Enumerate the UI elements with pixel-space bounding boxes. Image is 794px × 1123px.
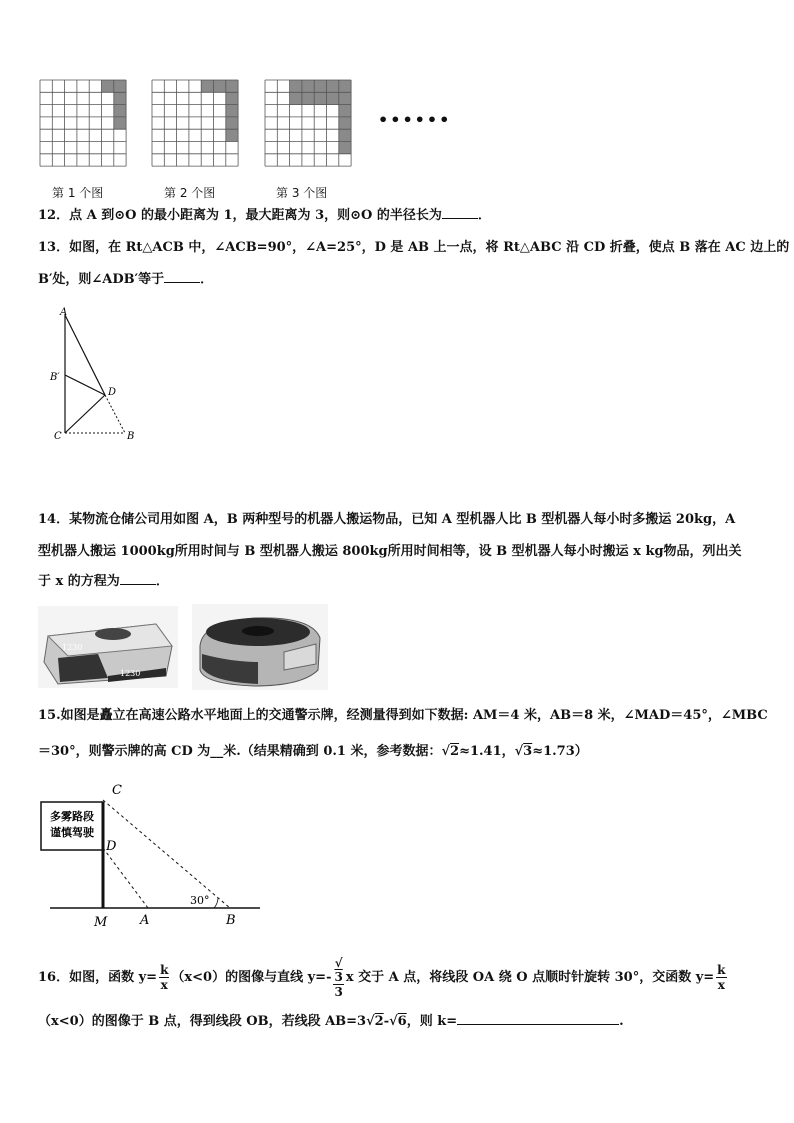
q16-text-4: （x<0）的图像于 B 点，得到线段 OB，若线段 AB=3 [38,1014,367,1029]
shaded-cell [339,92,351,104]
shaded-cell [302,80,314,92]
fraction-k-over-x-2 [716,963,726,992]
question-14-line3 [38,572,169,592]
sqrt3-radical: √3 [514,744,533,759]
q16-answer-blank[interactable] [457,1012,619,1025]
caption-figure-3: 第 3 个图 [276,186,328,200]
question-14-line1: 14．某物流仓储公司用如图 A，B 两种型号的机器人搬运物品，已知 A 型机器人比 B 型机器人每小时多搬运 20kg，A [38,512,736,527]
shaded-cell [226,80,238,92]
robot-a-image [38,606,178,688]
shaded-cell [114,117,126,129]
q14-text: 于 x 的方程为 [38,574,120,589]
question-16-line1 [38,956,729,999]
robot-a-label-2: 1230 [120,669,141,678]
shaded-cell [339,129,351,141]
shaded-cell [314,92,326,104]
label-B: B [127,431,135,442]
q13-text: B′处，则∠ADB′等于 [38,272,165,287]
grid-pattern-figures [38,78,358,168]
q12-answer-blank[interactable] [442,206,478,219]
shaded-cell [226,129,238,141]
minus-sign: - [383,1014,390,1029]
shaded-cell [102,80,114,92]
label-C: C [112,783,122,798]
frac-den-3: 3 [334,985,343,999]
shaded-cell [226,92,238,104]
label-C: C [54,431,62,442]
shaded-cell [201,80,213,92]
question-15-line2 [38,742,588,762]
q16-end: . [619,1014,624,1029]
q16-text-1: 16．如图，函数 y= [38,970,158,985]
q14-end: ． [155,574,169,589]
shaded-cell [114,80,126,92]
sqrt3-value: 3 [334,970,343,984]
sqrt3-approx: ≈1.73） [532,744,588,759]
shaded-cell [339,142,351,154]
label-D: D [108,387,117,398]
shaded-cell [314,80,326,92]
frac-num-sqrt3: √ 3 [334,956,343,984]
robot-b-image [192,604,328,690]
sqrt6-radical: √6 [389,1014,407,1029]
ellipsis: •••••• [378,110,452,129]
shaded-cell [114,105,126,117]
label-A: A [140,913,150,928]
q13-end: ． [200,272,214,287]
label-A: A [60,307,68,318]
question-12 [38,206,491,226]
shaded-cell [226,105,238,117]
sign-text-1: 多雾路段 [50,810,94,823]
question-15-line1: 15.如图是矗立在高速公路水平地面上的交通警示牌，经测量得到如下数据: AM＝4 米，AB＝8 米，∠MAD＝45°，∠MBC [38,708,768,723]
caption-figure-1: 第 1 个图 [52,186,104,200]
grid-figure-3 [265,80,351,166]
sqrt2-value: 2 [450,744,460,759]
grid-figure-2 [152,80,238,166]
label-D: D [106,839,117,854]
shaded-cell [327,92,339,104]
shaded-cell [290,92,302,104]
fraction-k-over-x [159,963,169,992]
shaded-cell [339,105,351,117]
question-13-line1: 13．如图，在 Rt△ACB 中，∠ACB=90°，∠A=25°，D 是 AB 上一点，将 Rt△ABC 沿 CD 折叠，使点 B 落在 AC 边上的 [38,240,790,255]
shaded-cell [327,80,339,92]
question-16-line2 [38,1012,624,1032]
frac-num-k: k [160,963,169,977]
shaded-cell [339,117,351,129]
frac-num-k-2: k [717,963,726,977]
shaded-cell [290,80,302,92]
label-B-prime: B′ [50,372,60,383]
question-14-line2: 型机器人搬运 1000kg所用时间与 B 型机器人搬运 800kg所用时间相等，设 B 型机器人每小时搬运 x kg物品，列出关 [38,544,742,559]
frac-den-x: x [160,978,168,992]
shaded-cell [114,92,126,104]
caption-figure-2: 第 2 个图 [164,186,216,200]
sqrt2-radical: √2 [441,744,460,759]
q12-text: 12．点 A 到⊙O 的最小距离为 1，最大距离为 3，则⊙O 的半径长为 [38,208,442,223]
sqrt3-value: 3 [523,744,533,759]
q14-answer-blank[interactable] [120,572,156,585]
sqrt2-approx: ≈1.41， [459,744,515,759]
sqrt2-value: 2 [374,1014,384,1029]
sqrt2-radical: √2 [366,1014,384,1029]
q16-text-5: ，则 k= [406,1014,458,1029]
q15-sign-figure [38,780,268,930]
shaded-cell [339,80,351,92]
robot-a-label-1: 1230 [62,643,83,652]
q12-end: ． [477,208,491,223]
shaded-cell [226,117,238,129]
sqrt6-value: 6 [397,1014,407,1029]
q13-triangle-figure [40,305,150,445]
fraction-sqrt3-over-3 [333,956,343,999]
q13-answer-blank[interactable] [164,270,200,283]
q16-text-3: x 交于 A 点，将线段 OA 绕 O 点顺时针旋转 30°，交函数 y= [345,970,715,985]
question-13-line2 [38,270,213,290]
sign-text-2: 谨慎驾驶 [50,826,94,839]
label-M: M [94,915,108,930]
label-B: B [226,913,236,928]
shaded-cell [214,80,226,92]
q16-text-2: （x<0）的图像与直线 y=- [171,970,332,985]
frac-den-x-2: x [717,978,725,992]
shaded-cell [302,92,314,104]
grid-figure-1 [40,80,126,166]
q15-text: ＝30°，则警示牌的高 CD 为__米.（结果精确到 0.1 米，参考数据： [38,744,442,759]
angle-label: 30° [190,894,210,907]
